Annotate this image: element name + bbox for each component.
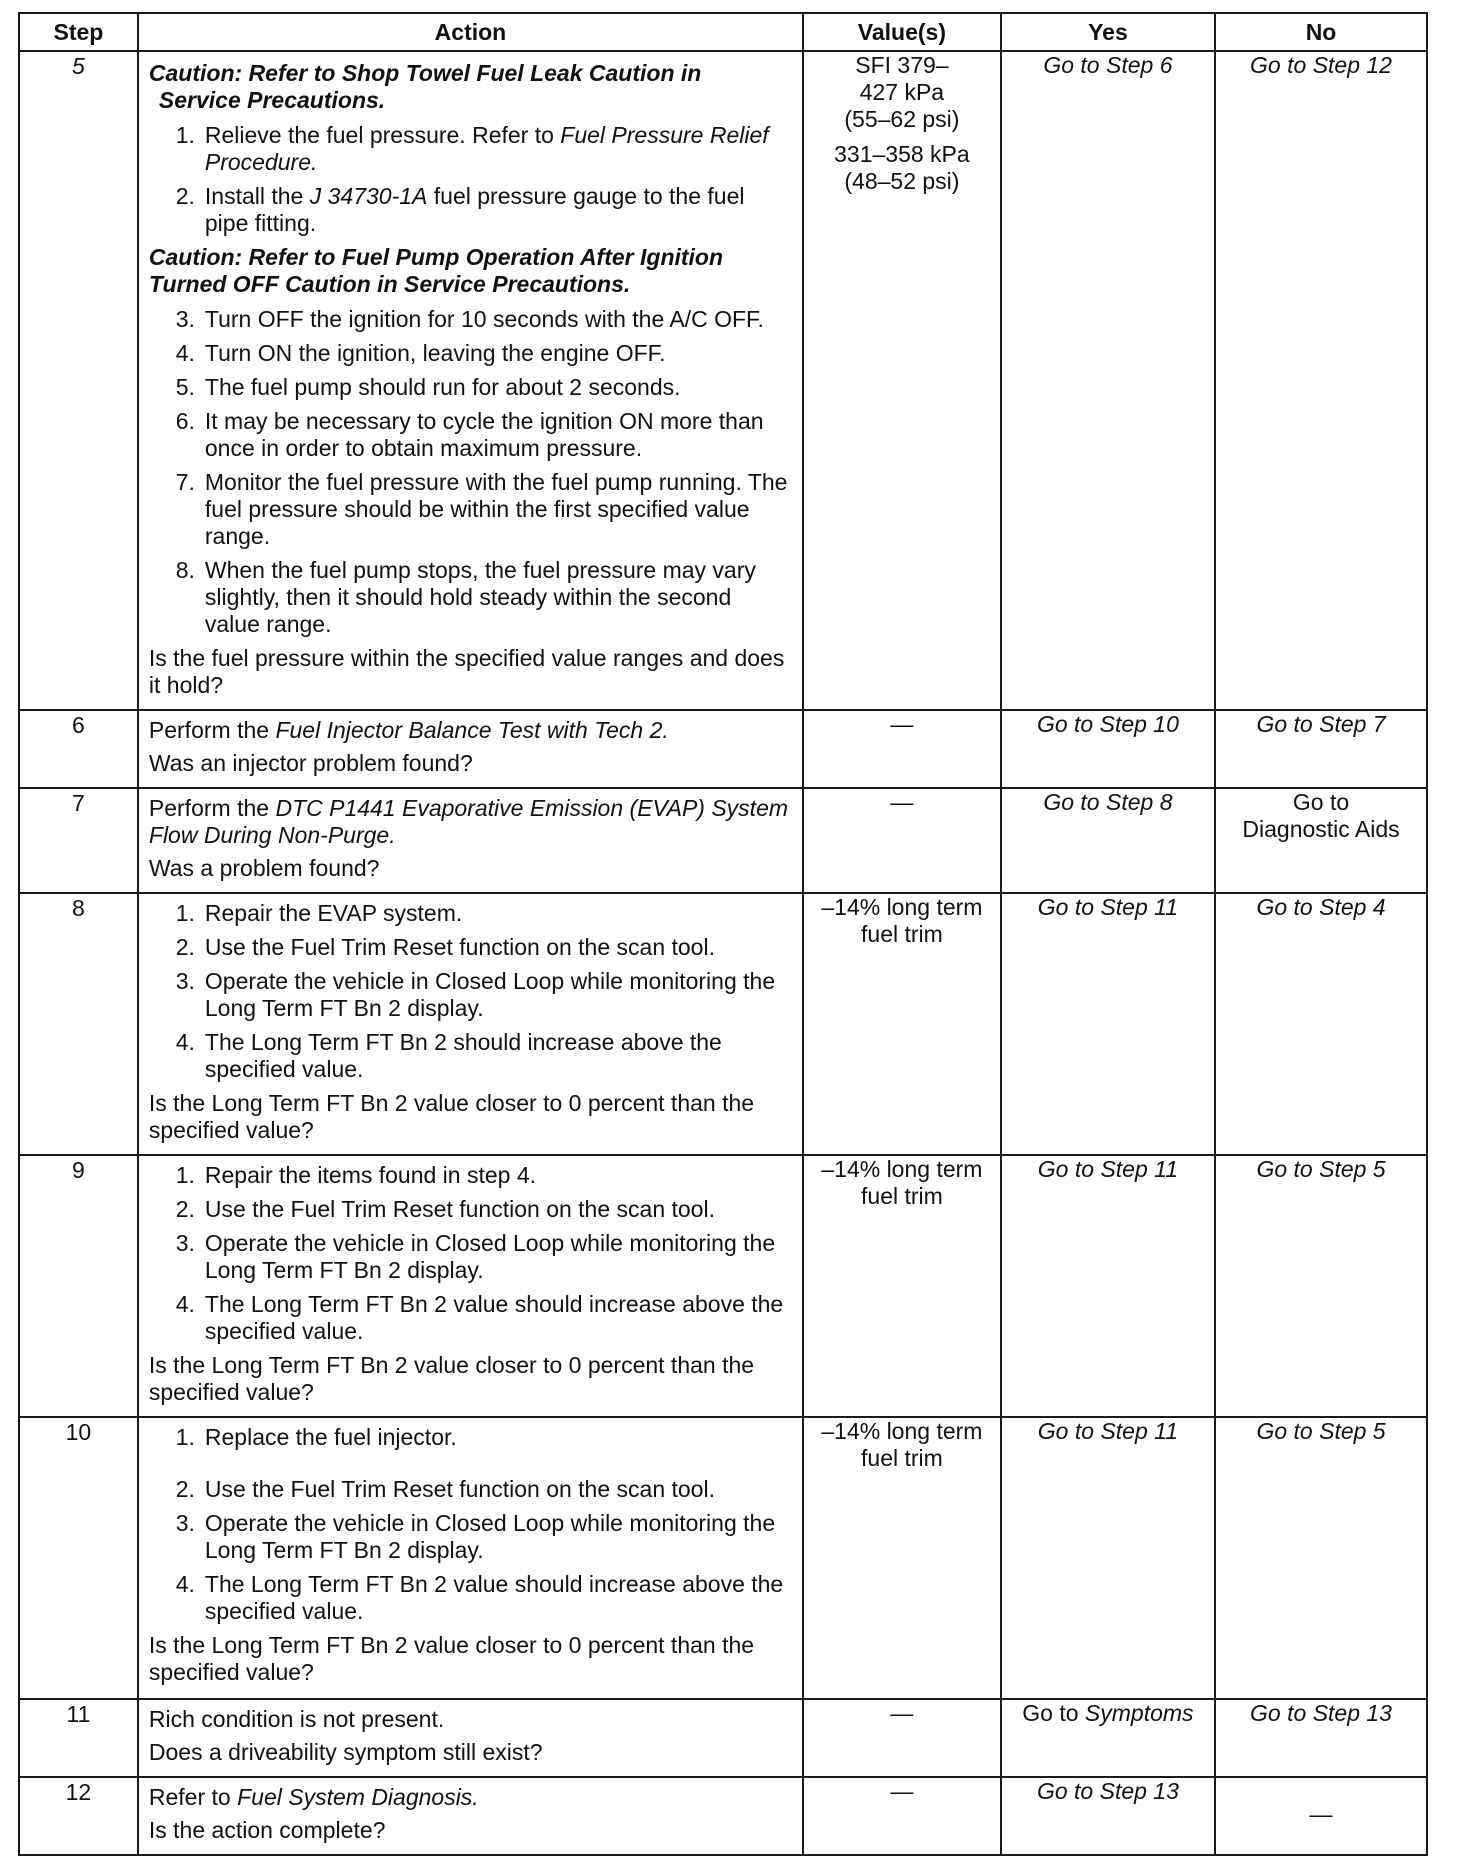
caution-fuel-pump: Caution: Refer to Fuel Pump Operation After Ignition Turned OFF Caution in Service Precautions. xyxy=(148,244,724,297)
step-number: 11 xyxy=(19,1699,138,1777)
procedure-list xyxy=(149,306,792,638)
action-cell: Rich condition is not present. Does a driveability symptom still exist? xyxy=(138,1699,803,1777)
header-step: Step xyxy=(19,13,138,51)
no-goto-link[interactable]: Go to Step 5 xyxy=(1256,1156,1386,1182)
list-item: 3. Operate the vehicle in Closed Loop while monitoring the Long Term FT Bn 2 display. xyxy=(175,968,776,1021)
list-item: 8. When the fuel pump stops, the fuel pressure may vary slightly, then it should hold steady within the second value range. xyxy=(175,557,756,637)
no-cell xyxy=(1215,51,1427,710)
yes-cell xyxy=(1001,1155,1215,1417)
header-row xyxy=(19,13,1427,51)
list-item: 1. Repair the EVAP system. xyxy=(175,900,463,926)
step-number: 6 xyxy=(19,710,138,788)
action-cell xyxy=(138,1155,803,1417)
table-row-step-6 xyxy=(19,710,1427,788)
question-text: Does a driveability symptom still exist? xyxy=(148,1739,543,1765)
no-goto-link[interactable]: Go to Step 7 xyxy=(1256,711,1386,737)
header-no: No xyxy=(1215,13,1427,51)
procedure-list xyxy=(149,122,792,237)
values-cell: — xyxy=(803,1777,1001,1855)
values-cell: –14% long term fuel trim xyxy=(803,1417,1001,1699)
question-text: Is the fuel pressure within the specified value ranges and does it hold? xyxy=(148,645,785,698)
list-item: 2. Use the Fuel Trim Reset function on the scan tool. xyxy=(175,934,715,960)
table-row-step-7 xyxy=(19,788,1427,893)
action-cell: Perform the Fuel Injector Balance Test with Tech 2. Was an injector problem found? xyxy=(138,710,803,788)
procedure-list xyxy=(149,900,792,1083)
list-item: 4. Turn ON the ignition, leaving the engine OFF. xyxy=(175,340,666,366)
table-row-step-10 xyxy=(19,1417,1427,1699)
action-cell: Perform the DTC P1441 Evaporative Emission (EVAP) System Flow During Non-Purge. Was a problem found? xyxy=(138,788,803,893)
step-number: 9 xyxy=(19,1155,138,1417)
list-item: 1. Relieve the fuel pressure. Refer to Fuel Pressure Relief Procedure. xyxy=(175,122,769,175)
table-row-step-5 xyxy=(19,51,1427,710)
table-row-step-11 xyxy=(19,1699,1427,1777)
list-item: 1. Replace the fuel injector. xyxy=(175,1424,457,1450)
yes-goto-link[interactable]: Go to Step 13 xyxy=(1036,1778,1179,1804)
no-goto-link[interactable]: Go to Step 13 xyxy=(1250,1700,1392,1726)
header-values: Value(s) xyxy=(803,13,1001,51)
values-cell: –14% long term fuel trim xyxy=(803,1155,1001,1417)
table-row-step-12 xyxy=(19,1777,1427,1855)
no-cell xyxy=(1215,788,1427,893)
question-text: Was a problem found? xyxy=(148,855,380,881)
action-cell xyxy=(138,51,803,710)
list-item: 4. The Long Term FT Bn 2 should increase above the specified value. xyxy=(175,1029,722,1082)
step-number: 12 xyxy=(19,1777,138,1855)
no-cell xyxy=(1215,1155,1427,1417)
values-cell: SFI 379– 427 kPa (55–62 psi) 331–358 kPa (48–52 psi) xyxy=(803,51,1001,710)
yes-goto-link[interactable]: Go to Step 10 xyxy=(1036,711,1179,737)
yes-cell xyxy=(1001,710,1215,788)
list-item: 6. It may be necessary to cycle the ignition ON more than once in order to obtain maximum pressure. xyxy=(175,408,764,461)
values-cell: — xyxy=(803,710,1001,788)
header-yes: Yes xyxy=(1001,13,1215,51)
values-cell: –14% long term fuel trim xyxy=(803,893,1001,1155)
action-cell: Refer to Fuel System Diagnosis. Is the action complete? xyxy=(138,1777,803,1855)
list-item: 3. Operate the vehicle in Closed Loop while monitoring the Long Term FT Bn 2 display. xyxy=(175,1510,776,1563)
values-cell: — xyxy=(803,788,1001,893)
yes-goto-link[interactable]: Go to Step 11 xyxy=(1037,1156,1179,1182)
list-item: 5. The fuel pump should run for about 2 seconds. xyxy=(175,374,681,400)
question-text: Is the Long Term FT Bn 2 value closer to 0 percent than the specified value? xyxy=(148,1632,755,1685)
yes-cell xyxy=(1001,788,1215,893)
no-cell xyxy=(1215,1699,1427,1777)
no-goto-link[interactable]: Go to Step 12 xyxy=(1250,52,1392,78)
list-item: 3. Turn OFF the ignition for 10 seconds with the A/C OFF. xyxy=(175,306,764,332)
list-item: 4. The Long Term FT Bn 2 value should increase above the specified value. xyxy=(175,1291,784,1344)
yes-cell xyxy=(1001,51,1215,710)
values-cell: — xyxy=(803,1699,1001,1777)
question-text: Is the Long Term FT Bn 2 value closer to 0 percent than the specified value? xyxy=(148,1352,755,1405)
no-goto-link[interactable]: Diagnostic Aids xyxy=(1242,816,1400,842)
step-number: 10 xyxy=(19,1417,138,1699)
list-item: 3. Operate the vehicle in Closed Loop while monitoring the Long Term FT Bn 2 display. xyxy=(175,1230,776,1283)
list-item: 7. Monitor the fuel pressure with the fuel pump running. The fuel pressure should be within the first specified value range. xyxy=(175,469,788,549)
procedure-list xyxy=(149,1162,792,1345)
step-number: 5 xyxy=(19,51,138,710)
procedure-list xyxy=(149,1424,792,1625)
list-item: 4. The Long Term FT Bn 2 value should increase above the specified value. xyxy=(175,1571,784,1624)
list-item: 2. Use the Fuel Trim Reset function on the scan tool. xyxy=(175,1196,715,1222)
action-cell xyxy=(138,893,803,1155)
question-text: Was an injector problem found? xyxy=(148,750,473,776)
no-cell: — xyxy=(1215,1777,1427,1855)
diagnostic-table xyxy=(18,12,1428,1856)
yes-cell xyxy=(1001,893,1215,1155)
question-text: Is the Long Term FT Bn 2 value closer to 0 percent than the specified value? xyxy=(148,1090,755,1143)
caution-shop-towel: Caution: Refer to Shop Towel Fuel Leak Caution in Service Precautions. xyxy=(148,60,702,113)
no-cell xyxy=(1215,893,1427,1155)
table-row-step-8 xyxy=(19,893,1427,1155)
yes-cell xyxy=(1001,1699,1215,1777)
question-text: Is the action complete? xyxy=(148,1817,386,1843)
step-number: 7 xyxy=(19,788,138,893)
yes-cell xyxy=(1001,1777,1215,1855)
yes-goto-link[interactable]: Go to Symptoms xyxy=(1022,1700,1194,1726)
yes-goto-link[interactable]: Go to Step 8 xyxy=(1043,789,1173,815)
no-goto-link[interactable]: Go to Step 4 xyxy=(1256,894,1386,920)
yes-goto-link[interactable]: Go to Step 6 xyxy=(1043,52,1173,78)
action-cell xyxy=(138,1417,803,1699)
no-cell xyxy=(1215,1417,1427,1699)
step-number: 8 xyxy=(19,893,138,1155)
header-action: Action xyxy=(138,13,803,51)
yes-cell xyxy=(1001,1417,1215,1699)
list-item: 2. Use the Fuel Trim Reset function on the scan tool. xyxy=(175,1476,715,1502)
list-item: 1. Repair the items found in step 4. xyxy=(175,1162,537,1188)
yes-goto-link[interactable]: Go to Step 11 xyxy=(1037,1418,1179,1444)
table-row-step-9 xyxy=(19,1155,1427,1417)
yes-goto-link[interactable]: Go to Step 11 xyxy=(1037,894,1179,920)
no-goto-link[interactable]: Go to Step 5 xyxy=(1256,1418,1386,1444)
no-goto-link[interactable]: Go to xyxy=(1292,789,1350,815)
no-cell xyxy=(1215,710,1427,788)
list-item: 2. Install the J 34730-1A fuel pressure gauge to the fuel pipe fitting. xyxy=(175,183,745,236)
